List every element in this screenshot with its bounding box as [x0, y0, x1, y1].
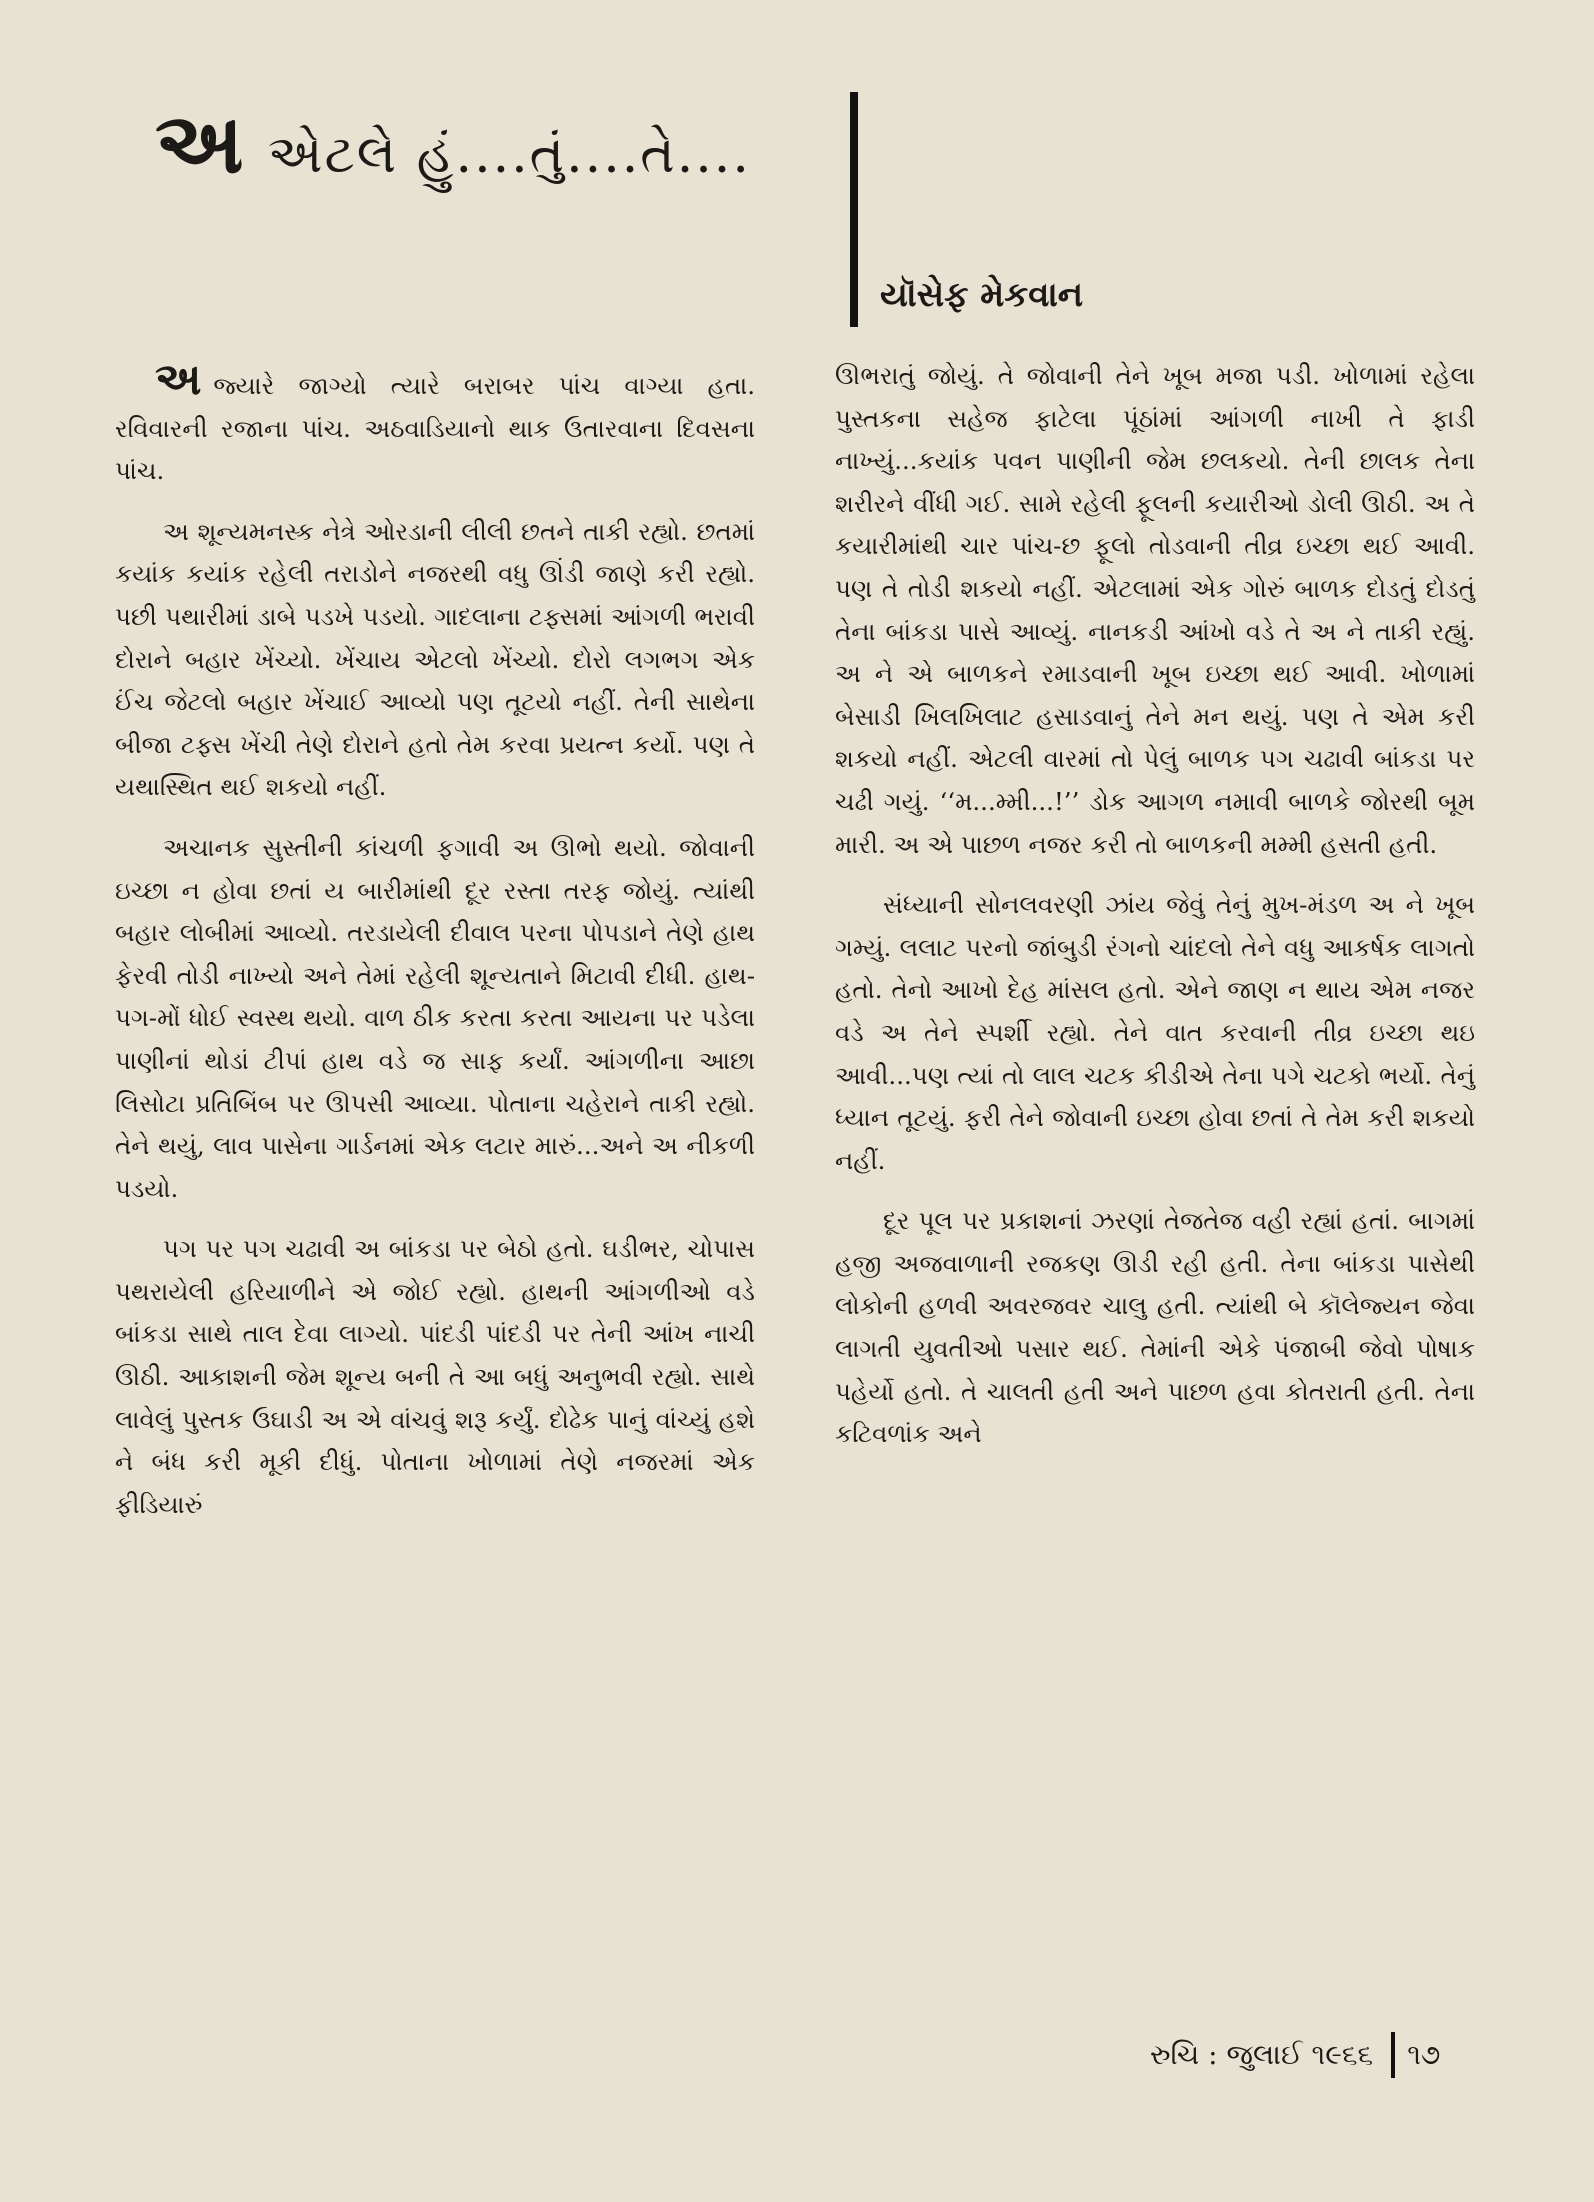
paragraph: સંધ્યાની સોનલવરણી ઝાંય જેવું તેનું મુખ-મંડળ અ ને ખૂબ ગમ્યું. લલાટ પરનો જાંબુડી રંગનો ચાંદલો તેને વધુ આકર્ષક લાગતો હતો. તેનો આખો દેહ માંસલ હતો. એને જાણ ન થાય એમ નજર વડે અ તેને સ્પર્શી રહ્યો. તેને વાત કરવાની તીવ્ર ઇચ્છા થઇ આવી...પણ ત્યાં તો લાલ ચટક કીડીએ તેના પગે ચટકો ભર્યો. તેનું ધ્યાન તૂટયું. ફરી તેને જોવાની ઇચ્છા હોવા છતાં તે તેમ કરી શકયો નહીં.	[835, 890, 1475, 1175]
title-vertical-rule	[850, 92, 858, 327]
paragraph	[115, 354, 755, 493]
right-column	[835, 355, 1475, 1474]
title-text: એટલે હું....તું....તે....	[267, 125, 751, 185]
footer-divider	[1391, 2032, 1395, 2078]
left-column	[115, 354, 755, 1544]
page-number: ૧૭	[1407, 2038, 1441, 2071]
paragraph: ઊભરાતું જોયું. તે જોવાની તેને ખૂબ મજા પડી. ખોળામાં રહેલા પુસ્તકના સહેજ ફાટેલા પૂંઠાંમાં આંગળી નાખી તે ફાડી નાખ્યું...કયાંક પવન પાણીની જેમ છલકયો. તેની છાલક તેના શરીરને વીંધી ગઈ. સામે રહેલી ફૂલની કયારીઓ ડોલી ઊઠી. અ તે કયારીમાંથી ચાર પાંચ-છ ફૂલો તોડવાની તીવ્ર ઇચ્છા થઈ આવી. પણ તે તોડી શકયો નહીં. એટલામાં એક ગોરું બાળક દોડતું દોડતું તેના બાંકડા પાસે આવ્યું. નાનકડી આંખો વડે તે અ ને તાકી રહ્યું. અ ને એ બાળકને રમાડવાની ખૂબ ઇચ્છા થઈ આવી. ખોળામાં બેસાડી ખિલખિલાટ હસાડવાનું તેને મન થયું. પણ તે એમ કરી શકયો નહીં. એટલી વારમાં તો પેલું બાળક પગ ચઢાવી બાંકડા પર ચઢી ગયું. ‘‘મ...મ્મી...!’’ ડોક આગળ નમાવી બાળકે જોરથી બૂમ મારી. અ એ પાછળ નજર કરી તો બાળકની મમ્મી હસતી હતી.	[835, 361, 1475, 859]
page-footer	[1150, 2030, 1440, 2080]
publication-date: રુચિ : જુલાઈ ૧૯૬૬	[1150, 2038, 1374, 2071]
title-big-letter: અ	[155, 93, 244, 192]
paragraph: અચાનક સુસ્તીની કાંચળી ફગાવી અ ઊભો થયો. જોવાની ઇચ્છા ન હોવા છતાં ય બારીમાંથી દૂર રસ્તા તરફ જોયું. ત્યાંથી બહાર લોબીમાં આવ્યો. તરડાયેલી દીવાલ પરના પોપડાને તેણે હાથ ફેરવી તોડી નાખ્યો અને તેમાં રહેલી શૂન્યતાને મિટાવી દીધી. હાથ-પગ-મોં ધોઈ સ્વસ્થ થયો. વાળ ઠીક કરતા કરતા આયના પર પડેલા પાણીનાં થોડાં ટીપાં હાથ વડે જ સાફ કર્યાં. આંગળીના આછા લિસોટા પ્રતિબિંબ પર ઊપસી આવ્યા. પોતાના ચહેરાને તાકી રહ્યો. તેને થયું, લાવ પાસેના ગાર્ડનમાં એક લટાર મારું...અને અ નીકળી પડયો.	[115, 832, 755, 1203]
paragraph: અ શૂન્યમનસ્ક નેત્રે ઓરડાની લીલી છતને તાકી રહ્યો. છતમાં કયાંક કયાંક રહેલી તરાડોને નજરથી વધુ ઊંડી જાણે કરી રહ્યો. પછી પથારીમાં ડાબે પડખે પડયો. ગાદલાના ટફ્સમાં આંગળી ભરાવી દોરાને બહાર ખેંચ્યો. ખેંચાય એટલો ખેંચ્યો. દોરો લગભગ એક ઈંચ જેટલો બહાર ખેંચાઈ આવ્યો પણ તૂટયો નહીં. તેની સાથેના બીજા ટફ્સ ખેંચી તેણે દોરાને હતો તેમ કરવા પ્રયત્ન કર્યો. પણ તે યથાસ્થિત થઈ શકયો નહીં.	[115, 516, 755, 802]
author-name: યૉસેફ મેકવાન	[880, 275, 1084, 315]
paragraph: પગ પર પગ ચઢાવી અ બાંકડા પર બેઠો હતો. ઘડીભર, ચોપાસ પથરાયેલી હરિયાળીને એ જોઈ રહ્યો. હાથની આંગળીઓ વડે બાંકડા સાથે તાલ દેવા લાગ્યો. પાંદડી પાંદડી પર તેની આંખ નાચી ઊઠી. આકાશની જેમ શૂન્ય બની તે આ બધું અનુભવી રહ્યો. સાથે લાવેલું પુસ્તક ઉઘાડી અ એ વાંચવું શરૂ કર્યું. દોઢેક પાનું વાંચ્યું હશે ને બંધ કરી મૂકી દીધું. પોતાના ખોળામાં તેણે નજરમાં એક ફીડિયારું	[115, 1234, 755, 1519]
paragraph-text: જ્યારે જાગ્યો ત્યારે બરાબર પાંચ વાગ્યા હતા. રવિવારની રજાના પાંચ. અઠવાડિયાનો થાક ઉતારવાના દિવસના પાંચ.	[115, 371, 755, 486]
article-title	[155, 93, 835, 192]
paragraph: દૂર પૂલ પર પ્રકાશનાં ઝરણાં તેજતેજ વહી રહ્યાં હતાં. બાગમાં હજી અજવાળાની રજકણ ઊડી રહી હતી. તેના બાંકડા પાસેથી લોકોની હળવી અવરજવર ચાલુ હતી. ત્યાંથી બે કૉલેજ્યન જેવા લાગતી યુવતીઓ પસાર થઈ. તેમાંની એકે પંજાબી જેવો પોષાક પહેર્યો હતો. તે ચાલતી હતી અને પાછળ હવા કોતરાતી હતી. તેના કટિવળાંક અને	[835, 1206, 1475, 1449]
drop-cap: અ	[155, 354, 202, 405]
